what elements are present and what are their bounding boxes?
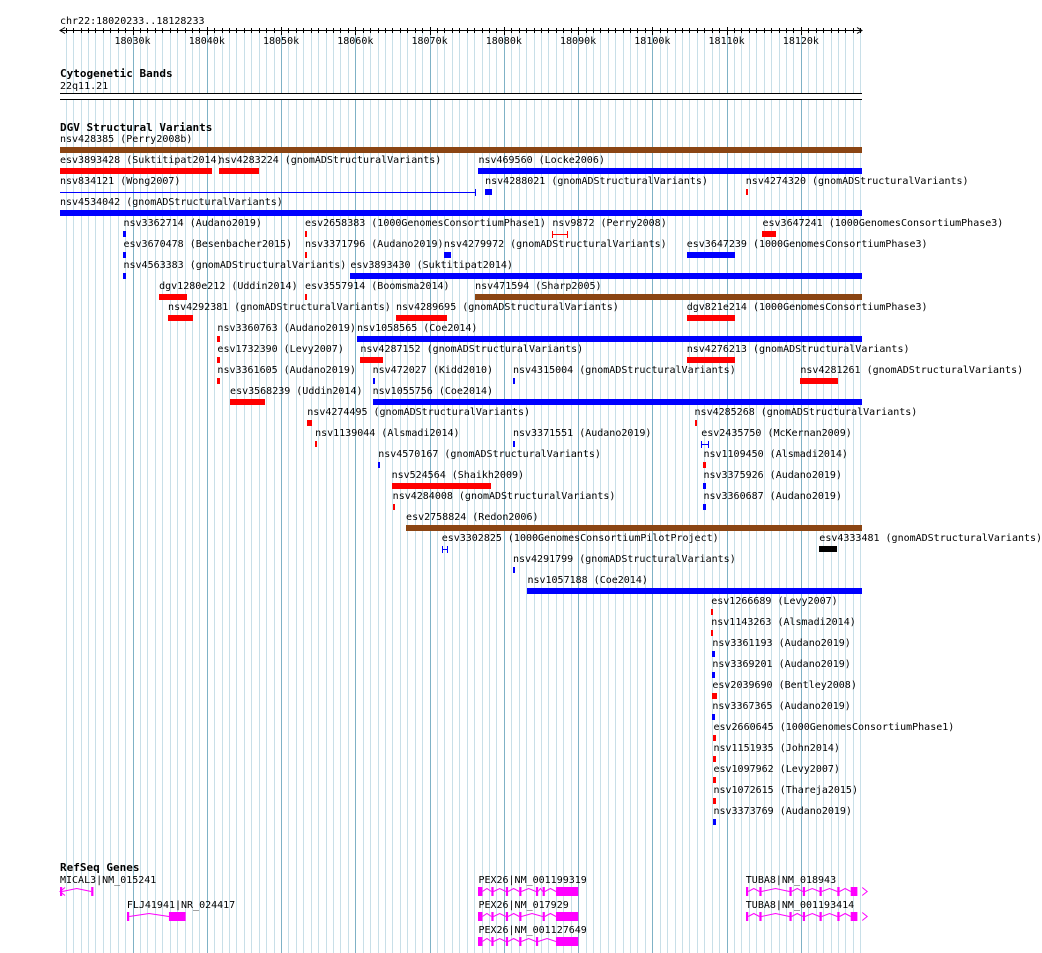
variant-feature[interactable] (357, 336, 862, 342)
gene-exon (506, 912, 508, 921)
gene-exon (819, 912, 821, 921)
variant-feature[interactable] (746, 189, 748, 195)
gene-exon (536, 887, 538, 896)
gene-exon (492, 912, 494, 921)
gene-intron (761, 914, 789, 917)
variant-feature[interactable] (703, 504, 705, 510)
ruler-tick-label: 18030k (114, 36, 151, 47)
variant-feature[interactable] (392, 483, 491, 489)
gene-exon (478, 887, 482, 896)
variant-feature[interactable] (800, 378, 838, 384)
variant-span-line (553, 234, 567, 235)
gene-exon (803, 887, 805, 896)
gene-exon (746, 887, 748, 896)
ruler-tick-label: 18040k (188, 36, 225, 47)
gene-exon (759, 912, 761, 921)
variant-label: nsv1109450 (Alsmadi2014) (703, 449, 848, 460)
gene-exon (543, 887, 545, 896)
variant-label: nsv4287152 (gnomADStructuralVariants) (360, 344, 584, 355)
variant-label: nsv4315004 (gnomADStructuralVariants) (512, 365, 736, 376)
variant-feature[interactable] (819, 546, 837, 552)
variant-label: nsv3360763 (Audano2019) (217, 323, 356, 334)
gene-model[interactable] (474, 885, 582, 899)
variant-feature[interactable] (230, 399, 265, 405)
variant-label: nsv4281261 (gnomADStructuralVariants) (800, 365, 1024, 376)
variant-feature[interactable] (712, 651, 714, 657)
gene-intron (822, 889, 838, 892)
variant-label: esv2658383 (1000GenomesConsortiumPhase1) (305, 218, 546, 229)
variant-feature[interactable] (60, 147, 862, 153)
variant-label: dgv1280e212 (Uddin2014) (159, 281, 298, 292)
variant-feature[interactable] (123, 231, 125, 237)
variant-label: nsv4279972 (gnomADStructuralVariants) (443, 239, 667, 250)
variant-feature[interactable] (305, 252, 307, 258)
gene-exon (759, 887, 761, 896)
variant-label: esv4333481 (gnomADStructuralVariants) (819, 533, 1042, 544)
ruler-tick-label: 18070k (411, 36, 448, 47)
gene-label: FLJ41941|NR_024417 (126, 900, 236, 911)
variant-feature[interactable] (444, 252, 451, 258)
variant-feature[interactable] (711, 609, 713, 615)
variant-label: esv3302825 (1000GenomesConsortiumPilotProject) (441, 533, 719, 544)
variant-feature[interactable] (396, 315, 447, 321)
variant-feature[interactable] (123, 273, 125, 279)
gene-intron (545, 889, 556, 892)
variant-label: nsv471594 (Sharp2005) (475, 281, 602, 292)
gene-label: TUBA8|NM_018943 (745, 875, 837, 886)
ruler-tick-label: 18050k (262, 36, 300, 47)
variant-label: nsv4285268 (gnomADStructuralVariants) (694, 407, 918, 418)
variant-label: esv3893428 (Suktitipat2014) (60, 155, 223, 166)
variant-feature[interactable] (513, 378, 515, 384)
gene-exon (837, 887, 839, 896)
gene-intron (761, 889, 789, 892)
variant-feature[interactable] (217, 336, 219, 342)
variant-label: nsv834121 (Wong2007) (60, 176, 181, 187)
variant-feature[interactable] (168, 315, 193, 321)
cytoband-track-title: Cytogenetic Bands (60, 67, 173, 80)
variant-label: nsv3361193 (Audano2019) (712, 638, 851, 649)
variant-feature[interactable] (373, 378, 375, 384)
locus-label: chr22:18020233..18128233 (60, 16, 205, 27)
variant-label: esv3557914 (Boomsma2014) (305, 281, 450, 292)
gene-intron (494, 914, 506, 917)
variant-label: nsv4563383 (gnomADStructuralVariants) (123, 260, 347, 271)
variant-feature[interactable] (701, 441, 709, 448)
variant-feature[interactable] (60, 210, 862, 216)
variant-feature[interactable] (695, 420, 697, 426)
gene-model[interactable] (742, 910, 866, 924)
variant-label: nsv1055756 (Coe2014) (372, 386, 494, 397)
variant-feature[interactable] (762, 231, 775, 237)
gene-exon (556, 937, 578, 946)
gene-exon (492, 937, 494, 946)
gene-intron (494, 939, 506, 942)
gene-intron (509, 889, 520, 892)
variant-label: nsv3360687 (Audano2019) (703, 491, 842, 502)
variant-label: nsv469560 (Locke2006) (478, 155, 605, 166)
variant-feature[interactable] (687, 252, 735, 258)
gene-intron (748, 914, 759, 917)
variant-feature[interactable] (703, 483, 705, 489)
gene-exon (91, 887, 93, 896)
variant-feature[interactable] (305, 294, 307, 300)
gene-exon (543, 912, 545, 921)
gene-model[interactable] (474, 935, 582, 949)
gene-intron (483, 939, 492, 942)
variant-label: esv1097962 (Levy2007) (713, 764, 840, 775)
gene-exon (520, 887, 522, 896)
gene-label: PEX26|NM_017929 (478, 900, 569, 911)
variant-label: esv3568239 (Uddin2014) (230, 386, 363, 397)
variant-feature[interactable] (378, 462, 380, 468)
variant-label: esv1732390 (Levy2007) (217, 344, 344, 355)
variant-feature[interactable] (373, 399, 862, 405)
variant-feature[interactable] (60, 192, 476, 193)
ruler-tick-label: 18110k (708, 36, 745, 47)
variant-label: nsv1139044 (Alsmadi2014) (315, 428, 460, 439)
variant-label: dgv821e214 (1000GenomesConsortiumPhase3) (686, 302, 928, 313)
gene-exon (850, 912, 857, 921)
variant-feature[interactable] (217, 357, 219, 363)
variant-label: nsv3375926 (Audano2019) (703, 470, 842, 481)
variant-feature[interactable] (475, 294, 862, 300)
variant-label: nsv472027 (Kidd2010) (372, 365, 494, 376)
variant-label: nsv4291799 (gnomADStructuralVariants) (512, 554, 736, 565)
gene-label: TUBA8|NM_001193414 (745, 900, 855, 911)
coordinate-ruler[interactable] (0, 24, 890, 48)
gene-intron (839, 914, 850, 917)
gene-exon (520, 912, 522, 921)
gene-exon (556, 912, 578, 921)
variant-feature[interactable] (350, 273, 862, 279)
gene-intron (522, 914, 543, 917)
gene-label: PEX26|NM_001199319 (478, 875, 587, 886)
gene-intron (509, 939, 520, 942)
gene-intron (483, 889, 492, 892)
variant-feature[interactable] (712, 672, 714, 678)
variant-label: esv3647239 (1000GenomesConsortiumPhase3) (686, 239, 928, 250)
variant-feature[interactable] (712, 693, 716, 699)
variant-feature[interactable] (219, 168, 259, 174)
variant-feature[interactable] (687, 315, 735, 321)
gene-exon (478, 912, 482, 921)
variant-feature[interactable] (552, 231, 568, 238)
variant-feature[interactable] (513, 441, 515, 447)
variant-label: nsv4284008 (gnomADStructuralVariants) (392, 491, 616, 502)
gene-exon (803, 912, 805, 921)
gene-intron (791, 889, 802, 892)
variant-label: nsv1057188 (Coe2014) (527, 575, 648, 586)
variant-feature[interactable] (703, 462, 705, 468)
gene-exon (850, 887, 857, 896)
ruler-tick-label: 18060k (337, 36, 374, 47)
gene-intron (805, 889, 819, 892)
variant-feature[interactable] (159, 294, 187, 300)
variant-label: nsv3361605 (Audano2019) (217, 365, 356, 376)
gene-exon (819, 887, 821, 896)
gene-exon (492, 887, 494, 896)
gene-exon (520, 937, 522, 946)
variant-feature[interactable] (485, 189, 492, 195)
dgv-track-title: DGV Structural Variants (60, 121, 213, 134)
variant-feature[interactable] (60, 168, 212, 174)
variant-label: nsv1058565 (Coe2014) (357, 323, 478, 334)
variant-label: nsv428385 (Perry2008b) (60, 134, 193, 145)
gene-exon (556, 887, 578, 896)
variant-label: esv2758824 (Redon2006) (406, 512, 539, 523)
variant-label: nsv4534042 (gnomADStructuralVariants) (60, 197, 283, 208)
gene-intron (539, 939, 557, 942)
variant-label: nsv4292381 (gnomADStructuralVariants) (168, 302, 391, 313)
gene-intron (62, 889, 91, 892)
variant-label: nsv4274495 (gnomADStructuralVariants) (307, 407, 531, 418)
variant-feature[interactable] (478, 168, 862, 174)
gene-intron (129, 914, 169, 917)
variant-feature[interactable] (123, 252, 125, 258)
variant-feature[interactable] (513, 567, 515, 573)
gene-label: MICAL3|NM_015241 (60, 875, 157, 886)
variant-feature[interactable] (711, 630, 713, 636)
gene-intron (545, 914, 556, 917)
ruler-tick-label: 18090k (560, 36, 597, 47)
variant-span-line (443, 549, 448, 550)
ruler-tick-label: 18120k (782, 36, 819, 47)
variant-label: nsv3371796 (Audano2019) (305, 239, 444, 250)
variant-label: nsv3367365 (Audano2019) (712, 701, 851, 712)
gene-intron (839, 889, 850, 892)
gene-exon (506, 887, 508, 896)
variant-label: nsv3369201 (Audano2019) (712, 659, 851, 670)
refseq-track-title: RefSeq Genes (60, 861, 140, 874)
variant-label: nsv1143263 (Alsmadi2014) (711, 617, 856, 628)
variant-label: nsv3362714 (Audano2019) (123, 218, 262, 229)
variant-label: nsv1072615 (Thareja2015) (713, 785, 858, 796)
variant-span-line (702, 444, 708, 445)
gene-exon (536, 937, 538, 946)
gene-exon (169, 912, 186, 921)
variant-label: esv1266689 (Levy2007) (711, 596, 838, 607)
gene-intron (791, 914, 802, 917)
variant-label: nsv4289695 (gnomADStructuralVariants) (396, 302, 619, 313)
variant-label: nsv3371551 (Audano2019) (512, 428, 652, 439)
gene-exon (127, 912, 129, 921)
variant-feature[interactable] (712, 714, 714, 720)
variant-feature[interactable] (713, 777, 715, 783)
variant-feature[interactable] (527, 588, 862, 594)
gene-intron (509, 914, 520, 917)
variant-feature[interactable] (713, 798, 715, 804)
variant-feature[interactable] (307, 420, 311, 426)
ruler-tick-label: 18080k (485, 36, 522, 47)
gene-model[interactable] (474, 910, 582, 924)
gene-exon (789, 887, 791, 896)
gene-intron (539, 889, 543, 892)
variant-label: esv2039690 (Bentley2008) (712, 680, 857, 691)
variant-label: esv2660645 (1000GenomesConsortiumPhase1) (713, 722, 955, 733)
cytoband-bar[interactable] (60, 93, 862, 100)
gene-exon (746, 912, 748, 921)
variant-label: nsv3373769 (Audano2019) (713, 806, 852, 817)
variant-end-cap (475, 189, 476, 196)
variant-feature[interactable] (713, 819, 715, 825)
variant-label: esv3647241 (1000GenomesConsortiumPhase3) (762, 218, 1004, 229)
gene-intron (522, 889, 536, 892)
gene-model[interactable] (56, 885, 97, 899)
cytoband-label: 22q11.21 (60, 81, 109, 92)
gene-model[interactable] (123, 910, 190, 924)
gene-intron (483, 914, 492, 917)
gene-model[interactable] (742, 885, 866, 899)
ruler-tick-label: 18100k (634, 36, 671, 47)
variant-label: esv3893430 (Suktitipat2014) (350, 260, 513, 271)
variant-label: nsv1151935 (John2014) (713, 743, 840, 754)
gene-exon (789, 912, 791, 921)
gene-exon (506, 937, 508, 946)
gene-intron (494, 889, 506, 892)
variant-feature[interactable] (442, 546, 449, 553)
gene-label: PEX26|NM_001127649 (478, 925, 587, 936)
variant-feature[interactable] (687, 357, 735, 363)
gene-intron (748, 889, 759, 892)
variant-label: nsv4274320 (gnomADStructuralVariants) (745, 176, 969, 187)
variant-label: nsv9872 (Perry2008) (552, 218, 667, 229)
variant-label: nsv4288021 (gnomADStructuralVariants) (485, 176, 708, 187)
variant-label: esv2435750 (McKernan2009) (701, 428, 852, 439)
gene-intron (805, 914, 819, 917)
variant-feature[interactable] (713, 756, 715, 762)
variant-label: nsv4276213 (gnomADStructuralVariants) (686, 344, 910, 355)
variant-feature[interactable] (406, 525, 862, 531)
variant-label: nsv524564 (Shaikh2009) (391, 470, 525, 481)
gene-intron (522, 939, 536, 942)
variant-label: esv3670478 (Besenbacher2015) (123, 239, 293, 250)
gene-exon (837, 912, 839, 921)
variant-label: nsv4570167 (gnomADStructuralVariants) (378, 449, 601, 460)
variant-feature[interactable] (305, 231, 307, 237)
gene-exon (478, 937, 482, 946)
variant-feature[interactable] (217, 378, 219, 384)
variant-feature[interactable] (315, 441, 317, 447)
variant-label: nsv4283224 (gnomADStructuralVariants) (218, 155, 442, 166)
variant-feature[interactable] (393, 504, 395, 510)
gene-intron (822, 914, 838, 917)
variant-feature[interactable] (360, 357, 382, 363)
variant-feature[interactable] (713, 735, 715, 741)
